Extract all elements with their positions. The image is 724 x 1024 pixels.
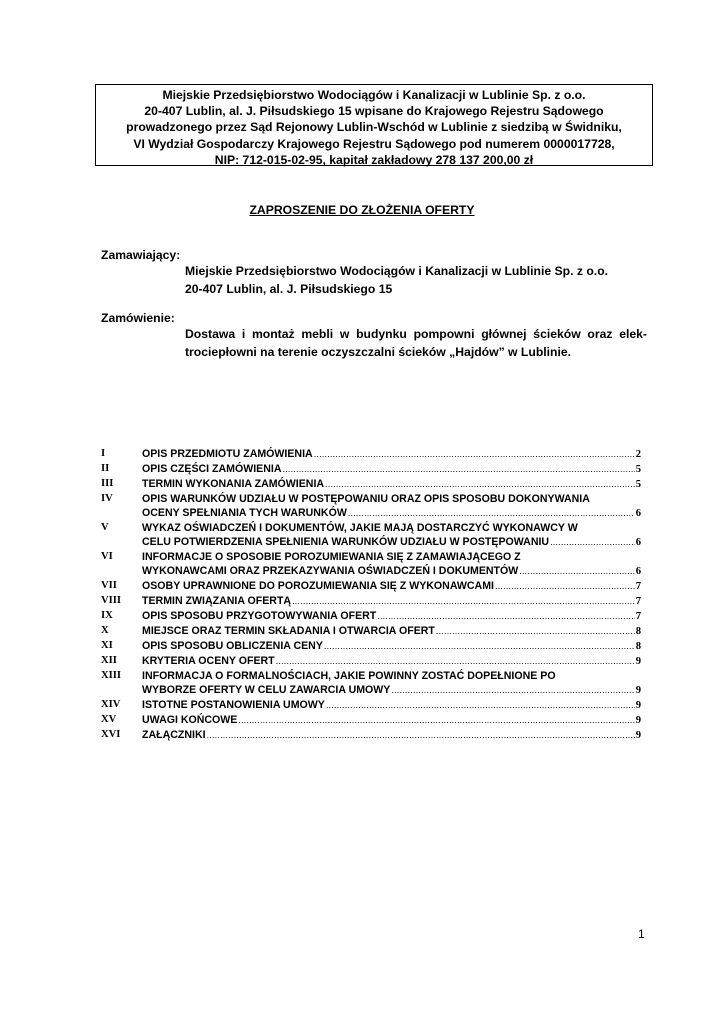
- toc-entry-number: XIV: [101, 699, 121, 710]
- toc-entry[interactable]: [101, 609, 641, 624]
- toc-entry-number: VIII: [101, 595, 122, 606]
- toc-entry-number: II: [101, 463, 110, 474]
- toc-entry[interactable]: [101, 728, 641, 743]
- toc-entry-title: OCENY SPEŁNIANIA TYCH WARUNKÓW: [142, 507, 347, 519]
- toc-entry-title: MIEJSCE ORAZ TERMIN SKŁADANIA I OTWARCIA OFERT: [142, 625, 435, 637]
- toc-entry-page: 5: [635, 479, 641, 490]
- toc-dot-leader: [292, 594, 635, 608]
- toc-entry-number: IV: [101, 493, 113, 504]
- toc-entry[interactable]: [101, 624, 641, 639]
- toc-entry-page: 8: [635, 641, 641, 652]
- toc-dot-leader: [550, 535, 635, 549]
- toc-entry-page: 7: [635, 611, 641, 622]
- toc-entry[interactable]: [101, 713, 641, 728]
- toc-entry-title: ISTOTNE POSTANOWIENIA UMOWY: [142, 699, 325, 711]
- toc-dot-leader: [207, 728, 635, 742]
- toc-entry-title: OSOBY UPRAWNIONE DO POROZUMIEWANIA SIĘ Z WYKONAWCAMI: [142, 580, 494, 592]
- toc-entry-page: 8: [635, 626, 641, 637]
- toc-entry-title: WYKONAWCAMI ORAZ PRZEKAZYWANIA OŚWIADCZEŃ I DOKUMENTÓW: [142, 565, 519, 577]
- toc-entry-title: INFORMACJA O FORMALNOŚCIACH, JAKIE POWINNY ZOSTAĆ DOPEŁNIONE PO: [142, 670, 556, 682]
- toc-dot-leader: [377, 609, 634, 623]
- toc-entry-title: OPIS SPOSOBU PRZYGOTOWYWANIA OFERT: [142, 610, 377, 622]
- toc-entry-title: WYKAZ OŚWIADCZEŃ I DOKUMENTÓW, JAKIE MAJĄ DOSTARCZYĆ WYKONAWCY W: [142, 522, 578, 534]
- toc-dot-leader: [325, 477, 635, 491]
- toc-entry-number: IX: [101, 610, 113, 621]
- toc-entry-page: 9: [635, 685, 641, 696]
- toc-entry-number: XVI: [101, 729, 121, 740]
- toc-entry-page: 6: [635, 508, 641, 519]
- toc-entry-title: OPIS CZĘŚCI ZAMÓWIENIA: [142, 463, 282, 475]
- toc-entry[interactable]: [101, 639, 641, 654]
- toc-entry-title: OPIS WARUNKÓW UDZIAŁU W POSTĘPOWANIU ORAZ OPIS SPOSOBU DOKONYWANIA: [142, 493, 590, 505]
- toc-entry-page: 7: [635, 581, 641, 592]
- order-line: Dostawa i montaż mebli w budynku pompowni głównej ścieków oraz elek-: [185, 327, 647, 341]
- toc-entry[interactable]: [101, 492, 641, 521]
- toc-entry-page: 9: [635, 656, 641, 667]
- ordering-party-line: Miejskie Przedsiębiorstwo Wodociągów i Kanalizacji w Lublinie Sp. z o.o.: [185, 264, 609, 278]
- toc-entry-title: WYBORZE OFERTY W CELU ZAWARCIA UMOWY: [142, 684, 391, 696]
- toc-dot-leader: [436, 624, 635, 638]
- company-header-line: Miejskie Przedsiębiorstwo Wodociągów i Kanalizacji w Lublinie Sp. z o.o.: [162, 88, 586, 102]
- toc-entry-page: 9: [635, 700, 641, 711]
- toc-entry-number: XIII: [101, 670, 122, 681]
- toc-dot-leader: [238, 713, 634, 727]
- toc-entry-page: 7: [635, 596, 641, 607]
- toc-entry-number: XI: [101, 640, 113, 651]
- toc-dot-leader: [314, 447, 635, 461]
- toc-entry-page: 5: [635, 464, 641, 475]
- toc-dot-leader: [326, 698, 635, 712]
- company-header-line: prowadzonego przez Sąd Rejonowy Lublin-Wschód w Lublinie z siedzibą w Świdniku,: [126, 120, 622, 135]
- company-header-line: VI Wydział Gospodarczy Krajowego Rejestru Sądowego pod numerem 0000017728,: [133, 136, 615, 151]
- order-details: [185, 325, 647, 361]
- toc-entry-page: 6: [635, 537, 641, 548]
- toc-entry[interactable]: [101, 579, 641, 594]
- toc-entry-title: ZAŁĄCZNIKI: [142, 729, 206, 741]
- toc-entry-title: OPIS SPOSOBU OBLICZENIA CENY: [142, 640, 323, 652]
- toc-entry[interactable]: [101, 594, 641, 609]
- company-header-box: [95, 84, 653, 166]
- toc-dot-leader: [324, 639, 635, 653]
- toc-dot-leader: [495, 579, 635, 593]
- toc-entry-number: V: [101, 522, 109, 533]
- order-line: trociepłowni na terenie oczyszczalni ścieków „Hajdów” w Lublinie.: [185, 345, 572, 359]
- document-title: ZAPROSZENIE DO ZŁOŻENIA OFERTY: [249, 203, 475, 217]
- toc-entry-number: I: [101, 448, 106, 459]
- toc-entry-page: 6: [635, 566, 641, 577]
- toc-dot-leader: [348, 506, 635, 520]
- toc-entry[interactable]: [101, 654, 641, 669]
- toc-dot-leader: [276, 654, 635, 668]
- toc-entry-number: XII: [101, 655, 117, 666]
- toc-entry[interactable]: [101, 550, 641, 579]
- toc-entry-number: VII: [101, 580, 117, 591]
- toc-entry[interactable]: [101, 447, 641, 462]
- ordering-party-label: Zamawiający:: [101, 248, 181, 262]
- toc-entry-page: 9: [635, 715, 641, 726]
- company-header-line: 20-407 Lublin, al. J. Piłsudskiego 15 wpisane do Krajowego Rejestru Sądowego: [144, 104, 604, 119]
- toc-entry-number: X: [101, 625, 109, 636]
- toc-entry-title: UWAGI KOŃCOWE: [142, 714, 238, 726]
- ordering-party-line: 20-407 Lublin, al. J. Piłsudskiego 15: [185, 282, 393, 296]
- page-number: 1: [638, 927, 645, 941]
- toc-entry-title: OPIS PRZEDMIOTU ZAMÓWIENIA: [142, 448, 313, 460]
- toc-entry-title: TERMIN ZWIĄZANIA OFERTĄ: [142, 595, 292, 607]
- toc-entry[interactable]: [101, 521, 641, 550]
- order-label: Zamówienie:: [101, 311, 175, 325]
- table-of-contents: [101, 447, 641, 743]
- toc-entry[interactable]: [101, 698, 641, 713]
- toc-entry-page: 2: [635, 449, 641, 460]
- toc-dot-leader: [283, 462, 635, 476]
- toc-entry[interactable]: [101, 462, 641, 477]
- toc-dot-leader: [391, 683, 634, 697]
- company-header-line: NIP: 712-015-02-95, kapitał zakładowy 278 137 200,00 zł: [214, 152, 534, 167]
- toc-entry-number: XV: [101, 714, 117, 725]
- toc-dot-leader: [519, 564, 634, 578]
- toc-entry-title: KRYTERIA OCENY OFERT: [142, 655, 275, 667]
- toc-entry-number: III: [101, 478, 114, 489]
- toc-entry-title: TERMIN WYKONANIA ZAMÓWIENIA: [142, 478, 325, 490]
- ordering-party-details: [185, 262, 608, 298]
- toc-entry[interactable]: [101, 477, 641, 492]
- toc-entry-number: VI: [101, 551, 113, 562]
- toc-entry-title: INFORMACJE O SPOSOBIE POROZUMIEWANIA SIĘ Z ZAMAWIAJĄCEGO Z: [142, 551, 521, 563]
- toc-entry-title: CELU POTWIERDZENIA SPEŁNIENIA WARUNKÓW UDZIAŁU W POSTĘPOWANIU: [142, 536, 550, 548]
- toc-entry[interactable]: [101, 669, 641, 698]
- toc-entry-page: 9: [635, 730, 641, 741]
